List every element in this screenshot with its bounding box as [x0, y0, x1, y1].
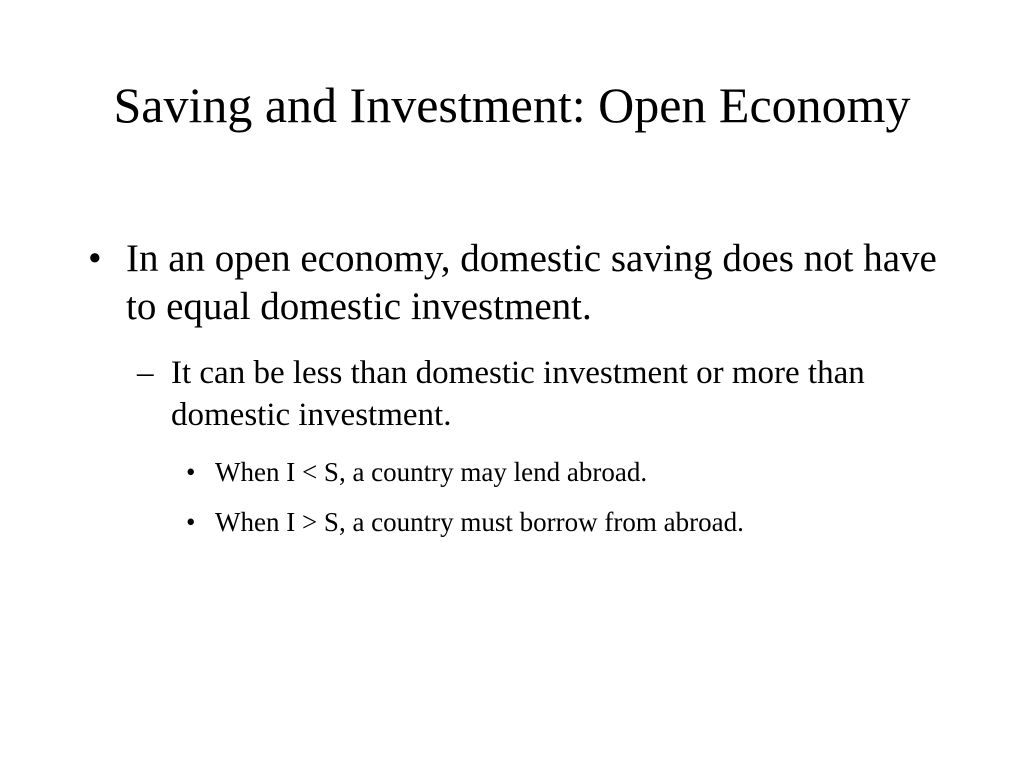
bullet-marker: • — [186, 457, 196, 487]
bullet-marker: • — [88, 237, 102, 280]
sub-sub-bullet-text: When I < S, a country may lend abroad. — [215, 457, 648, 487]
sub-sub-bullet-item — [186, 455, 976, 489]
sub-sub-bullet-text: When I > S, a country must borrow from abroad. — [215, 507, 744, 537]
dash-marker: – — [137, 355, 154, 391]
slide-title: Saving and Investment: Open Economy — [113, 77, 911, 133]
sub-bullet-text: It can be less than domestic investment or more than domestic investment. — [171, 355, 865, 433]
bullet-item — [88, 235, 968, 331]
sub-bullet-item — [137, 352, 967, 436]
bullet-marker: • — [186, 507, 196, 537]
bullet-text: In an open economy, domestic saving does not have to equal domestic investment. — [126, 237, 937, 328]
sub-sub-bullet-item — [186, 505, 976, 539]
